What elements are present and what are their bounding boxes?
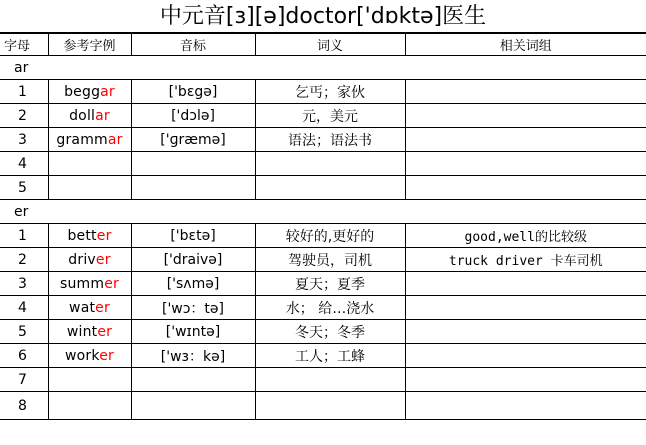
word-suffix-highlight: ar (95, 107, 110, 124)
meaning: 驾驶员，司机 (255, 248, 405, 272)
related-phrase (405, 344, 646, 368)
meaning: 夏天；夏季 (255, 272, 405, 296)
word-stem: wat (69, 299, 96, 316)
table-row (0, 128, 646, 152)
phonetic: ['bɛtə] (131, 224, 255, 248)
header-letter: 字母 (0, 34, 48, 56)
related-phrase (405, 392, 646, 420)
word-suffix-highlight: er (104, 275, 120, 292)
example-word (48, 344, 131, 368)
example-word (48, 368, 131, 392)
related-phrase (405, 320, 646, 344)
meaning (255, 152, 405, 176)
meaning: 元，美元 (255, 104, 405, 128)
phonetic: ['wɜ：kə] (131, 344, 255, 368)
phonetic: ['dɔlə] (131, 104, 255, 128)
word-stem: driv (68, 251, 96, 268)
related-phrase (405, 272, 646, 296)
example-word (48, 320, 131, 344)
table-body (0, 34, 646, 420)
phonetic: ['draivə] (131, 248, 255, 272)
meaning (255, 392, 405, 420)
row-number: 6 (0, 344, 48, 368)
word-suffix-highlight: er (95, 299, 110, 316)
row-number: 5 (0, 320, 48, 344)
related-phrase (405, 104, 646, 128)
row-number: 1 (0, 80, 48, 104)
meaning: 较好的,更好的 (255, 224, 405, 248)
word-suffix-highlight: er (96, 227, 112, 244)
word-stem: work (65, 347, 100, 364)
phonetic: ['bɛgə] (131, 80, 255, 104)
word-suffix-highlight: er (97, 323, 113, 340)
table-row (0, 320, 646, 344)
meaning: 冬天；冬季 (255, 320, 405, 344)
row-number: 2 (0, 104, 48, 128)
table-row (0, 296, 646, 320)
table-row (0, 176, 646, 200)
word-stem: bett (67, 227, 97, 244)
word-suffix-highlight: er (99, 347, 114, 364)
example-word (48, 272, 131, 296)
example-word (48, 224, 131, 248)
related-phrase (405, 296, 646, 320)
phonetic: ['wɔ：tə] (131, 296, 255, 320)
phonetic (131, 368, 255, 392)
related-phrase (405, 128, 646, 152)
example-word (48, 128, 131, 152)
header-example: 参考字例 (48, 34, 131, 56)
related-phrase (405, 368, 646, 392)
example-word (48, 104, 131, 128)
row-number: 3 (0, 272, 48, 296)
meaning: 乞丐；家伙 (255, 80, 405, 104)
row-number: 5 (0, 176, 48, 200)
related-phrase: good,well的比较级 (405, 224, 646, 248)
table-row (0, 80, 646, 104)
row-number: 8 (0, 392, 48, 420)
word-suffix-highlight: ar (107, 131, 123, 148)
group-row (0, 56, 646, 80)
row-number: 4 (0, 152, 48, 176)
word-stem: doll (69, 107, 96, 124)
table-row (0, 272, 646, 296)
related-phrase (405, 152, 646, 176)
example-word (48, 152, 131, 176)
table-row (0, 248, 646, 272)
word-stem: summ (59, 275, 105, 292)
header-meaning: 词义 (255, 34, 405, 56)
group-row (0, 200, 646, 224)
group-label: ar (0, 56, 646, 80)
row-number: 4 (0, 296, 48, 320)
table-row (0, 104, 646, 128)
example-word (48, 80, 131, 104)
meaning: 语法；语法书 (255, 128, 405, 152)
meaning (255, 368, 405, 392)
row-number: 2 (0, 248, 48, 272)
header-related: 相关词组 (405, 34, 646, 56)
phonetic: ['sʌmə] (131, 272, 255, 296)
word-suffix-highlight: ar (100, 83, 115, 100)
table-row (0, 224, 646, 248)
row-number: 7 (0, 368, 48, 392)
table-row (0, 344, 646, 368)
example-word (48, 296, 131, 320)
phonetic: ['ɡræmə] (131, 128, 255, 152)
word-stem: gramm (56, 131, 108, 148)
related-phrase: truck driver 卡车司机 (405, 248, 646, 272)
word-stem: wint (66, 323, 98, 340)
example-word (48, 392, 131, 420)
phonetic (131, 152, 255, 176)
table-row (0, 392, 646, 420)
phonetic: ['wɪntə] (131, 320, 255, 344)
row-number: 3 (0, 128, 48, 152)
related-phrase (405, 176, 646, 200)
example-word (48, 248, 131, 272)
meaning (255, 176, 405, 200)
header-ipa: 音标 (131, 34, 255, 56)
table-row (0, 368, 646, 392)
vowel-table (0, 33, 646, 420)
meaning: 工人；工蜂 (255, 344, 405, 368)
row-number: 1 (0, 224, 48, 248)
phonetic (131, 176, 255, 200)
word-suffix-highlight: er (95, 251, 111, 268)
header-row (0, 34, 646, 56)
related-phrase (405, 80, 646, 104)
table-row (0, 152, 646, 176)
example-word (48, 176, 131, 200)
sheet-title: 中元音[ɜ][ə]doctor['dɒktə]医生 (0, 0, 646, 33)
word-stem: begg (64, 83, 101, 100)
phonetic (131, 392, 255, 420)
group-label: er (0, 200, 646, 224)
meaning: 水； 给…浇水 (255, 296, 405, 320)
